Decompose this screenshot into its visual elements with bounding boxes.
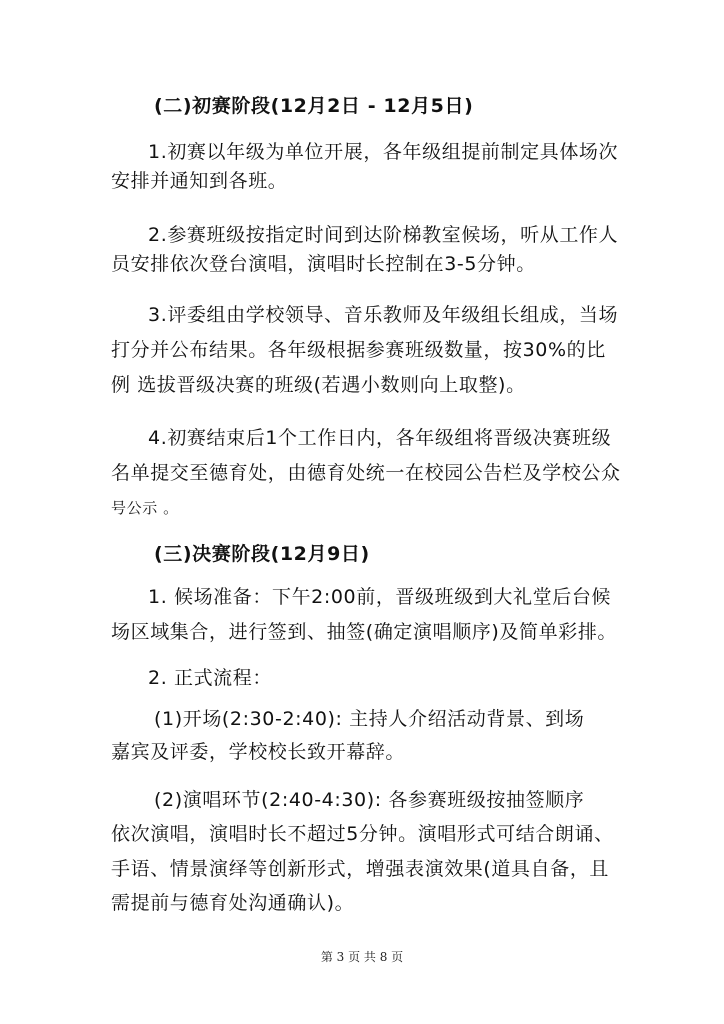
paragraph-line: 场区域集合，进行签到、抽签(确定演唱顺序)及简单彩排。 bbox=[111, 621, 618, 643]
paragraph-line: 打分并公布结果。各年级根据参赛班级数量，按30%的比 bbox=[111, 339, 606, 361]
paragraph-line: 手语、情景演绎等创新形式，增强表演效果(道具自备，且 bbox=[111, 858, 610, 880]
paragraph-line: 1. 候场准备：下午2:00前，晋级班级到大礼堂后台候 bbox=[148, 586, 612, 608]
page-number-footer: 第 3 页 共 8 页 bbox=[320, 950, 404, 964]
section-heading-final: (三)决赛阶段(12月9日) bbox=[154, 543, 370, 565]
paragraph-line: 1.初赛以年级为单位开展，各年级组提前制定具体场次 bbox=[148, 141, 619, 163]
paragraph-line: 2. 正式流程： bbox=[148, 667, 272, 689]
paragraph-line: (1)开场(2:30-2:40): 主持人介绍活动背景、到场 bbox=[154, 708, 585, 730]
paragraph-line: 安排并通知到各班。 bbox=[111, 170, 288, 192]
paragraph-line: 2.参赛班级按指定时间到达阶梯教室候场，听从工作人 bbox=[148, 224, 619, 246]
paragraph-line: 嘉宾及评委，学校校长致开幕辞。 bbox=[111, 741, 406, 763]
paragraph-line: (2)演唱环节(2:40-4:30): 各参赛班级按抽签顺序 bbox=[154, 789, 585, 811]
paragraph-line: 例 选拔晋级决赛的班级(若遇小数则向上取整)。 bbox=[111, 374, 526, 396]
section-heading-preliminary: (二)初赛阶段(12月2日 - 12月5日) bbox=[154, 95, 474, 117]
paragraph-line: 依次演唱，演唱时长不超过5分钟。演唱形式可结合朗诵、 bbox=[111, 823, 614, 845]
paragraph-line: 名单提交至德育处，由德育处统一在校园公告栏及学校公众 bbox=[111, 462, 621, 484]
paragraph-line: 需提前与德育处沟通确认)。 bbox=[111, 892, 355, 914]
paragraph-line: 员安排依次登台演唱，演唱时长控制在3-5分钟。 bbox=[111, 253, 536, 275]
paragraph-line: 3.评委组由学校领导、音乐教师及年级组长组成，当场 bbox=[148, 304, 619, 326]
paragraph-line: 4.初赛结束后1个工作日内，各年级组将晋级决赛班级 bbox=[148, 427, 612, 449]
paragraph-line: 号公示 。 bbox=[111, 499, 179, 517]
